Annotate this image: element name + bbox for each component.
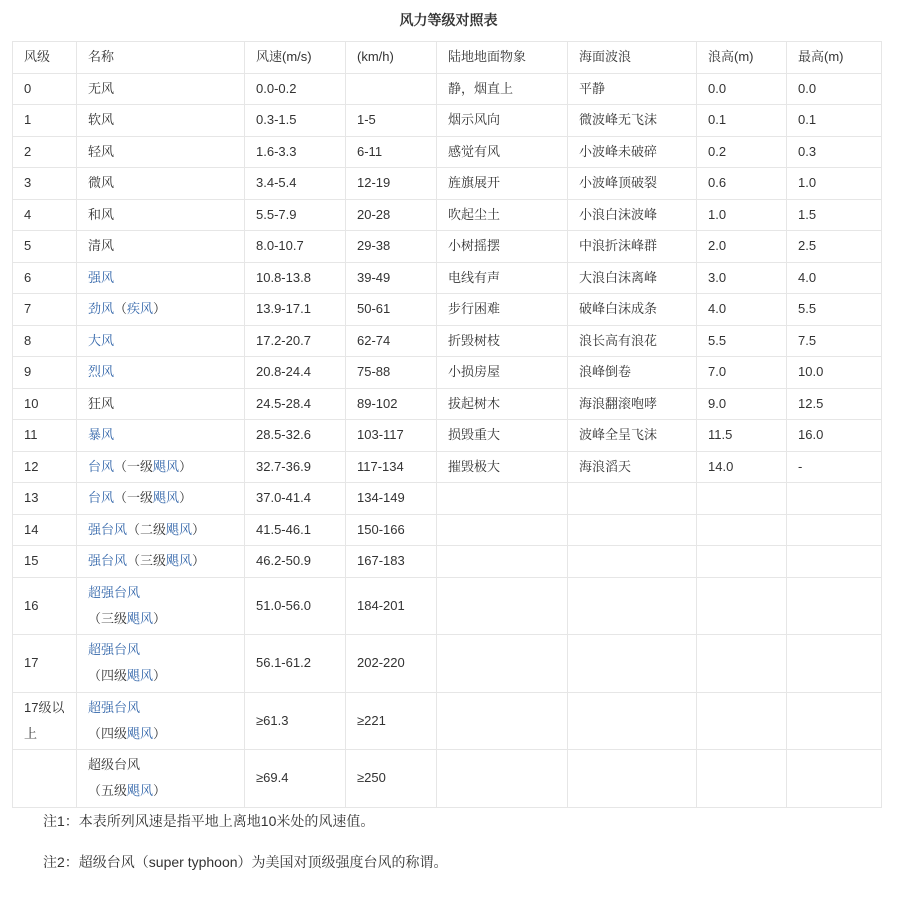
wind-name-text: 和风 bbox=[88, 206, 115, 222]
table-row bbox=[13, 325, 882, 357]
wind-name-text: ） bbox=[153, 783, 167, 799]
cell-name bbox=[77, 105, 245, 137]
cell-max-height: 0.1 bbox=[787, 105, 882, 137]
cell-speed-kmh: 1-5 bbox=[346, 105, 437, 137]
table-row bbox=[13, 546, 882, 578]
col-header-sea: 海面波浪 bbox=[568, 42, 697, 74]
cell-speed-kmh: ≥221 bbox=[346, 692, 437, 750]
wind-name-text: 无风 bbox=[88, 80, 115, 96]
table-row bbox=[13, 105, 882, 137]
cell-max-height: 12.5 bbox=[787, 388, 882, 420]
wind-name-text: （一级 bbox=[114, 490, 154, 506]
cell-sea: 中浪折沫峰群 bbox=[568, 231, 697, 263]
cell-speed-ms: 37.0-41.4 bbox=[245, 483, 346, 515]
wind-name-link[interactable]: 强台风 bbox=[88, 521, 128, 537]
cell-name bbox=[77, 231, 245, 263]
cell-land: 摧毁极大 bbox=[437, 451, 568, 483]
col-header-land: 陆地地面物象 bbox=[437, 42, 568, 74]
wind-name-link[interactable]: 飓风 bbox=[127, 668, 154, 684]
cell-land: 吹起尘土 bbox=[437, 199, 568, 231]
cell-max-height: 7.5 bbox=[787, 325, 882, 357]
cell-speed-kmh bbox=[346, 73, 437, 105]
cell-level: 5 bbox=[13, 231, 77, 263]
table-row bbox=[13, 483, 882, 515]
wind-name-link[interactable]: 劲风 bbox=[88, 301, 115, 317]
cell-name bbox=[77, 750, 245, 808]
cell-wave-height: 0.1 bbox=[697, 105, 787, 137]
col-header-speed-ms: 风速(m/s) bbox=[245, 42, 346, 74]
wind-name-text: ） bbox=[153, 610, 167, 626]
cell-speed-ms: ≥69.4 bbox=[245, 750, 346, 808]
cell-level: 16 bbox=[13, 577, 77, 635]
wind-scale-table bbox=[12, 41, 882, 808]
note-2: 注2：超级台风（super typhoon）为美国对顶级强度台风的称谓。 bbox=[43, 854, 448, 870]
table-row bbox=[13, 420, 882, 452]
table-row bbox=[13, 231, 882, 263]
cell-level: 2 bbox=[13, 136, 77, 168]
wind-name-text: ） bbox=[192, 553, 206, 569]
wind-name-link[interactable]: 台风 bbox=[88, 490, 115, 506]
cell-sea bbox=[568, 750, 697, 808]
cell-speed-ms: 56.1-61.2 bbox=[245, 635, 346, 693]
cell-speed-ms: 20.8-24.4 bbox=[245, 357, 346, 389]
cell-sea: 海浪滔天 bbox=[568, 451, 697, 483]
table-row bbox=[13, 168, 882, 200]
cell-wave-height bbox=[697, 750, 787, 808]
wind-name-link[interactable]: 超强台风 bbox=[88, 584, 141, 600]
cell-level: 7 bbox=[13, 294, 77, 326]
cell-max-height: 0.3 bbox=[787, 136, 882, 168]
cell-name bbox=[77, 199, 245, 231]
cell-wave-height bbox=[697, 577, 787, 635]
cell-land: 损毁重大 bbox=[437, 420, 568, 452]
cell-max-height bbox=[787, 546, 882, 578]
cell-wave-height bbox=[697, 546, 787, 578]
cell-level: 12 bbox=[13, 451, 77, 483]
cell-sea bbox=[568, 692, 697, 750]
cell-max-height: 2.5 bbox=[787, 231, 882, 263]
cell-wave-height bbox=[697, 635, 787, 693]
wind-name-link[interactable]: 飓风 bbox=[166, 553, 193, 569]
cell-level: 8 bbox=[13, 325, 77, 357]
wind-name-text: ） bbox=[192, 521, 206, 537]
col-header-wave-height: 浪高(m) bbox=[697, 42, 787, 74]
header-row bbox=[13, 42, 882, 74]
cell-wave-height: 1.0 bbox=[697, 199, 787, 231]
table-row bbox=[13, 692, 882, 750]
cell-speed-kmh: 75-88 bbox=[346, 357, 437, 389]
cell-max-height bbox=[787, 692, 882, 750]
wind-name-link[interactable]: 飓风 bbox=[166, 521, 193, 537]
cell-sea bbox=[568, 577, 697, 635]
cell-speed-ms: 10.8-13.8 bbox=[245, 262, 346, 294]
cell-sea: 大浪白沫离峰 bbox=[568, 262, 697, 294]
wind-name-text: ） bbox=[153, 301, 167, 317]
cell-land: 烟示风向 bbox=[437, 105, 568, 137]
cell-speed-kmh: 167-183 bbox=[346, 546, 437, 578]
cell-level: 17 bbox=[13, 635, 77, 693]
cell-speed-kmh: ≥250 bbox=[346, 750, 437, 808]
cell-speed-kmh: 12-19 bbox=[346, 168, 437, 200]
cell-max-height: 5.5 bbox=[787, 294, 882, 326]
cell-level: 1 bbox=[13, 105, 77, 137]
wind-name-text: 狂风 bbox=[88, 395, 115, 411]
cell-name bbox=[77, 294, 245, 326]
cell-name bbox=[77, 388, 245, 420]
wind-name-link[interactable]: 暴风 bbox=[88, 427, 115, 443]
wind-name-text: （一级 bbox=[114, 458, 154, 474]
col-header-max-height: 最高(m) bbox=[787, 42, 882, 74]
cell-name bbox=[77, 420, 245, 452]
cell-land bbox=[437, 577, 568, 635]
cell-wave-height bbox=[697, 483, 787, 515]
cell-speed-kmh: 202-220 bbox=[346, 635, 437, 693]
table-row bbox=[13, 635, 882, 693]
cell-sea bbox=[568, 546, 697, 578]
cell-speed-kmh: 150-166 bbox=[346, 514, 437, 546]
cell-land: 静，烟直上 bbox=[437, 73, 568, 105]
wind-name-text: ） bbox=[179, 490, 193, 506]
cell-land bbox=[437, 635, 568, 693]
cell-speed-ms: 5.5-7.9 bbox=[245, 199, 346, 231]
cell-wave-height: 0.2 bbox=[697, 136, 787, 168]
cell-sea bbox=[568, 483, 697, 515]
cell-sea: 小浪白沫波峰 bbox=[568, 199, 697, 231]
cell-speed-kmh: 50-61 bbox=[346, 294, 437, 326]
cell-sea bbox=[568, 635, 697, 693]
cell-name bbox=[77, 483, 245, 515]
cell-name bbox=[77, 451, 245, 483]
table-body bbox=[13, 73, 882, 807]
cell-speed-ms: 46.2-50.9 bbox=[245, 546, 346, 578]
cell-speed-kmh: 6-11 bbox=[346, 136, 437, 168]
cell-name bbox=[77, 635, 245, 693]
cell-speed-ms: ≥61.3 bbox=[245, 692, 346, 750]
cell-name bbox=[77, 325, 245, 357]
cell-name bbox=[77, 514, 245, 546]
cell-sea: 微波峰无飞沫 bbox=[568, 105, 697, 137]
cell-speed-kmh: 39-49 bbox=[346, 262, 437, 294]
table-row bbox=[13, 577, 882, 635]
cell-max-height: 0.0 bbox=[787, 73, 882, 105]
cell-land: 拔起树木 bbox=[437, 388, 568, 420]
note-1: 注1：本表所列风速是指平地上离地10米处的风速值。 bbox=[43, 813, 375, 829]
cell-level bbox=[13, 750, 77, 808]
cell-wave-height: 5.5 bbox=[697, 325, 787, 357]
cell-max-height bbox=[787, 635, 882, 693]
wind-name-link[interactable]: 超强台风 bbox=[88, 699, 141, 715]
wind-name-link[interactable]: 飓风 bbox=[153, 490, 180, 506]
col-header-name: 名称 bbox=[77, 42, 245, 74]
cell-wave-height bbox=[697, 514, 787, 546]
wind-name-text: 清风 bbox=[88, 238, 115, 254]
wind-name-text: （五级 bbox=[88, 783, 128, 799]
table-row bbox=[13, 262, 882, 294]
table-row bbox=[13, 514, 882, 546]
cell-sea: 平静 bbox=[568, 73, 697, 105]
wind-name-link[interactable]: 强台风 bbox=[88, 553, 128, 569]
cell-speed-kmh: 62-74 bbox=[346, 325, 437, 357]
cell-speed-ms: 3.4-5.4 bbox=[245, 168, 346, 200]
cell-name bbox=[77, 357, 245, 389]
cell-name bbox=[77, 136, 245, 168]
cell-wave-height: 14.0 bbox=[697, 451, 787, 483]
col-header-level: 风级 bbox=[13, 42, 77, 74]
cell-name bbox=[77, 168, 245, 200]
wind-name-text: （ bbox=[114, 301, 128, 317]
cell-max-height: - bbox=[787, 451, 882, 483]
cell-sea: 小波峰顶破裂 bbox=[568, 168, 697, 200]
cell-name bbox=[77, 73, 245, 105]
wind-name-text: 超级台风 bbox=[88, 757, 141, 773]
cell-land bbox=[437, 546, 568, 578]
cell-land: 旌旗展开 bbox=[437, 168, 568, 200]
cell-level: 14 bbox=[13, 514, 77, 546]
col-header-speed-kmh: (km/h) bbox=[346, 42, 437, 74]
cell-speed-kmh: 29-38 bbox=[346, 231, 437, 263]
cell-max-height bbox=[787, 514, 882, 546]
cell-max-height: 1.0 bbox=[787, 168, 882, 200]
table-row bbox=[13, 388, 882, 420]
cell-speed-ms: 13.9-17.1 bbox=[245, 294, 346, 326]
table-row bbox=[13, 294, 882, 326]
cell-level: 6 bbox=[13, 262, 77, 294]
table-row bbox=[13, 199, 882, 231]
cell-land bbox=[437, 514, 568, 546]
cell-speed-ms: 17.2-20.7 bbox=[245, 325, 346, 357]
wind-name-link[interactable]: 超强台风 bbox=[88, 642, 141, 658]
cell-sea: 波峰全呈飞沫 bbox=[568, 420, 697, 452]
cell-max-height: 16.0 bbox=[787, 420, 882, 452]
cell-sea bbox=[568, 514, 697, 546]
cell-max-height: 4.0 bbox=[787, 262, 882, 294]
wind-name-text: （三级 bbox=[88, 610, 128, 626]
cell-speed-ms: 8.0-10.7 bbox=[245, 231, 346, 263]
wind-name-text: （四级 bbox=[88, 725, 128, 741]
cell-max-height bbox=[787, 750, 882, 808]
cell-speed-kmh: 134-149 bbox=[346, 483, 437, 515]
cell-speed-ms: 0.0-0.2 bbox=[245, 73, 346, 105]
cell-speed-ms: 41.5-46.1 bbox=[245, 514, 346, 546]
cell-land bbox=[437, 483, 568, 515]
cell-land: 小损房屋 bbox=[437, 357, 568, 389]
cell-name bbox=[77, 262, 245, 294]
table-row bbox=[13, 750, 882, 808]
wind-name-link[interactable]: 台风 bbox=[88, 458, 115, 474]
cell-name bbox=[77, 577, 245, 635]
wind-name-text: 轻风 bbox=[88, 143, 115, 159]
cell-sea: 浪峰倒卷 bbox=[568, 357, 697, 389]
cell-wave-height: 0.6 bbox=[697, 168, 787, 200]
wind-name-link[interactable]: 强风 bbox=[88, 269, 115, 285]
cell-level: 15 bbox=[13, 546, 77, 578]
cell-wave-height: 3.0 bbox=[697, 262, 787, 294]
cell-wave-height: 4.0 bbox=[697, 294, 787, 326]
cell-speed-ms: 0.3-1.5 bbox=[245, 105, 346, 137]
cell-land: 感觉有风 bbox=[437, 136, 568, 168]
cell-land: 折毁树枝 bbox=[437, 325, 568, 357]
cell-max-height bbox=[787, 483, 882, 515]
cell-max-height: 10.0 bbox=[787, 357, 882, 389]
cell-name bbox=[77, 546, 245, 578]
cell-land: 电线有声 bbox=[437, 262, 568, 294]
wind-name-link[interactable]: 大风 bbox=[88, 332, 115, 348]
cell-speed-ms: 51.0-56.0 bbox=[245, 577, 346, 635]
cell-wave-height bbox=[697, 692, 787, 750]
table-row bbox=[13, 357, 882, 389]
wind-name-link[interactable]: 飓风 bbox=[127, 725, 154, 741]
wind-name-link[interactable]: 飓风 bbox=[127, 783, 154, 799]
wind-name-text: 软风 bbox=[88, 112, 115, 128]
cell-wave-height: 11.5 bbox=[697, 420, 787, 452]
cell-speed-ms: 32.7-36.9 bbox=[245, 451, 346, 483]
cell-level: 17级以上 bbox=[13, 692, 77, 750]
cell-land bbox=[437, 692, 568, 750]
wind-name-text: ） bbox=[153, 668, 167, 684]
wind-name-text: ） bbox=[153, 725, 167, 741]
wind-name-text: （四级 bbox=[88, 668, 128, 684]
cell-speed-ms: 28.5-32.6 bbox=[245, 420, 346, 452]
table-row bbox=[13, 451, 882, 483]
wind-name-text: 微风 bbox=[88, 175, 115, 191]
cell-speed-kmh: 117-134 bbox=[346, 451, 437, 483]
cell-wave-height: 0.0 bbox=[697, 73, 787, 105]
cell-land: 步行困难 bbox=[437, 294, 568, 326]
cell-speed-ms: 1.6-3.3 bbox=[245, 136, 346, 168]
cell-sea: 海浪翻滚咆哮 bbox=[568, 388, 697, 420]
cell-speed-kmh: 89-102 bbox=[346, 388, 437, 420]
cell-land bbox=[437, 750, 568, 808]
wind-name-text: （二级 bbox=[127, 521, 167, 537]
cell-sea: 小波峰未破碎 bbox=[568, 136, 697, 168]
table-row bbox=[13, 73, 882, 105]
cell-level: 9 bbox=[13, 357, 77, 389]
wind-name-link[interactable]: 飓风 bbox=[127, 610, 154, 626]
cell-wave-height: 7.0 bbox=[697, 357, 787, 389]
table-row bbox=[13, 136, 882, 168]
cell-speed-kmh: 20-28 bbox=[346, 199, 437, 231]
cell-wave-height: 9.0 bbox=[697, 388, 787, 420]
cell-level: 10 bbox=[13, 388, 77, 420]
wind-name-text: ） bbox=[179, 458, 193, 474]
wind-name-text: （三级 bbox=[127, 553, 167, 569]
cell-max-height: 1.5 bbox=[787, 199, 882, 231]
cell-name bbox=[77, 692, 245, 750]
wind-name-link[interactable]: 烈风 bbox=[88, 364, 115, 380]
cell-speed-kmh: 184-201 bbox=[346, 577, 437, 635]
cell-level: 4 bbox=[13, 199, 77, 231]
cell-speed-kmh: 103-117 bbox=[346, 420, 437, 452]
cell-level: 11 bbox=[13, 420, 77, 452]
cell-speed-ms: 24.5-28.4 bbox=[245, 388, 346, 420]
wind-name-link[interactable]: 疾风 bbox=[127, 301, 154, 317]
table-title: 风力等级对照表 bbox=[399, 12, 498, 28]
cell-sea: 浪长高有浪花 bbox=[568, 325, 697, 357]
cell-level: 3 bbox=[13, 168, 77, 200]
cell-level: 13 bbox=[13, 483, 77, 515]
cell-sea: 破峰白沫成条 bbox=[568, 294, 697, 326]
cell-wave-height: 2.0 bbox=[697, 231, 787, 263]
cell-max-height bbox=[787, 577, 882, 635]
cell-level: 0 bbox=[13, 73, 77, 105]
wind-name-link[interactable]: 飓风 bbox=[153, 458, 180, 474]
cell-land: 小树摇摆 bbox=[437, 231, 568, 263]
